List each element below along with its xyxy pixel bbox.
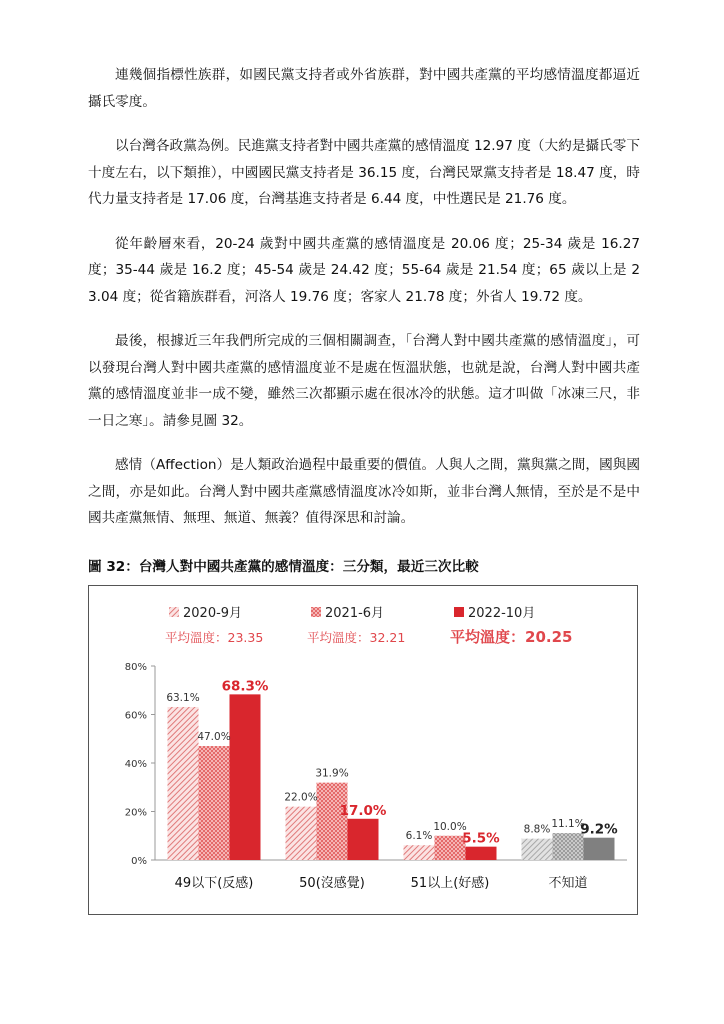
data-label: 11.1% xyxy=(551,818,585,831)
paragraph-1: 連幾個指標性族群，如國民黨支持者或外省族群，對中國共產黨的平均感情溫度都逼近攝氏零度。 xyxy=(88,67,640,110)
data-label: 6.1% xyxy=(405,830,433,843)
bar-chart xyxy=(89,586,637,914)
category-label: 50(沒感覺) xyxy=(299,876,365,891)
average-temperature-3: 平均溫度：20.25 xyxy=(450,628,573,646)
legend-label-2: 2021-6月 xyxy=(325,606,385,621)
paragraph-2: 以台灣各政黨為例。民進黨支持者對中國共產黨的感情溫度 12.97 度（大約是攝氏零下十度左右，以下類推），中國國民黨支持者是 36.15 度，台灣民眾黨支持者是 18.47 度，時代力量支持者是 17.06 度，台灣基進支持者是 6.44 度，中性選民是 21.76 度。 xyxy=(88,138,640,207)
y-tick-label: 80% xyxy=(124,662,147,673)
category-label: 49以下(反感) xyxy=(174,876,254,891)
legend-swatch-2 xyxy=(311,607,321,617)
bar xyxy=(553,833,584,860)
bar xyxy=(466,847,497,860)
data-label: 9.2% xyxy=(580,821,618,838)
data-label: 63.1% xyxy=(166,691,200,704)
legend-swatch-1 xyxy=(169,607,179,617)
paragraph-4: 最後，根據近三年我們所完成的三個相關調查，「台灣人對中國共產黨的感情溫度」，可以發現台灣人對中國共產黨的感情溫度並不是處在恆溫狀態，也就是說，台灣人對中國共產黨的感情溫度並非一成不變，雖然三次都顯示處在很冰冷的狀態。這才叫做「冰凍三尺，非一日之寒」。請參見圖 32。 xyxy=(88,333,640,429)
data-label: 47.0% xyxy=(197,731,231,744)
bar xyxy=(522,839,553,860)
paragraph-5: 感情（Affection）是人類政治過程中最重要的價值。人與人之間，黨與黨之間，國與國之間，亦是如此。台灣人對中國共產黨感情溫度冰冷如斯，並非台灣人無情，至於是不是中國共產黨無情、無理、無道、無義？值得深思和討論。 xyxy=(88,457,640,526)
legend-label-3: 2022-10月 xyxy=(468,606,536,621)
average-temperature-2: 平均溫度：32.21 xyxy=(307,630,406,645)
bar xyxy=(404,845,435,860)
figure-caption: 圖 32：台灣人對中國共產黨的感情溫度：三分類，最近三次比較 xyxy=(88,559,479,575)
category-label: 不知道 xyxy=(548,876,588,891)
data-label: 17.0% xyxy=(339,802,387,819)
bar xyxy=(435,836,466,860)
document-body xyxy=(88,62,640,550)
paragraph-3: 從年齡層來看，20-24 歲對中國共產黨的感情溫度是 20.06 度；25-34 歲是 16.27 度；35-44 歲是 16.2 度；45-54 歲是 24.42 度；55-64 歲是 21.54 度；65 歲以上是 23.04 度；從省籍族群看，河洛人 19.76 度；客家人 21.78 度；外省人 19.72 度。 xyxy=(88,235,640,305)
legend-label-1: 2020-9月 xyxy=(183,606,243,621)
bar xyxy=(199,746,230,860)
legend-swatch-3 xyxy=(454,607,464,617)
bar xyxy=(168,707,199,860)
chart-frame xyxy=(88,585,638,915)
data-label: 68.3% xyxy=(221,678,269,695)
data-label: 22.0% xyxy=(284,791,318,804)
y-tick-label: 20% xyxy=(124,807,147,819)
average-temperature-1: 平均溫度：23.35 xyxy=(165,630,264,645)
data-label: 8.8% xyxy=(523,823,551,836)
data-label: 31.9% xyxy=(315,767,349,780)
data-label: 5.5% xyxy=(462,830,500,847)
category-label: 51以上(好感) xyxy=(410,876,490,891)
y-tick-label: 40% xyxy=(124,759,147,770)
bar xyxy=(584,838,615,860)
data-label: 10.0% xyxy=(433,820,467,833)
y-tick-label: 60% xyxy=(124,710,147,722)
bar xyxy=(230,694,261,860)
bar xyxy=(348,819,379,860)
bar xyxy=(286,807,317,860)
y-tick-label: 0% xyxy=(131,856,147,867)
bar xyxy=(317,783,348,860)
